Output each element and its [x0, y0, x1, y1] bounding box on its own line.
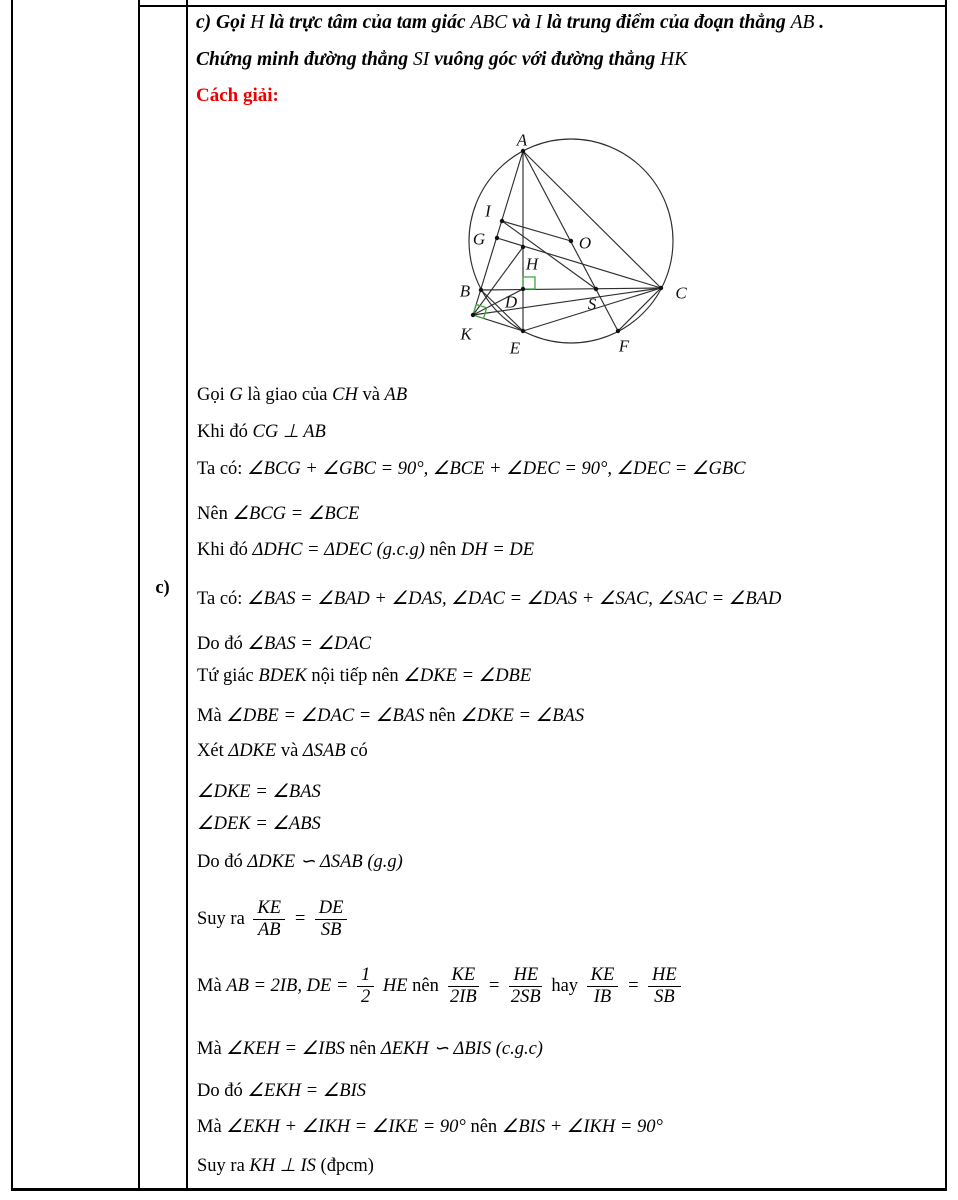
- fraction: $\frac{1}{2}$: [357, 965, 374, 1009]
- math-text: ∠KEH = ∠IBS: [226, 1039, 345, 1059]
- geometry-figure: [430, 118, 710, 368]
- math-text: ΔEKH ∽ ΔBIS (c.g.c): [380, 1039, 543, 1059]
- solution-line: [197, 503, 359, 525]
- math-text: AB: [790, 12, 815, 33]
- point-F: [616, 329, 620, 333]
- text: Mà: [197, 976, 227, 997]
- table-border-right: [945, 0, 947, 1191]
- text: là trung điểm của đoạn thẳng: [541, 12, 791, 33]
- text: Khi đó: [197, 540, 253, 560]
- solution-line: [197, 540, 534, 561]
- point-label-B: B: [459, 281, 471, 301]
- math-text: HE: [378, 976, 408, 997]
- solution-heading: Cách giải:: [196, 85, 279, 106]
- point-label-A: A: [516, 130, 528, 150]
- text: nên: [424, 706, 461, 726]
- table-border-left: [11, 0, 13, 1191]
- solution-line: [197, 458, 746, 480]
- point-label-K: K: [460, 324, 472, 344]
- text: Chứng minh đường thẳng: [196, 49, 414, 70]
- text: Suy ra: [197, 909, 250, 930]
- segment-BC: [481, 288, 661, 290]
- math-text: ∠DEK = ∠ABS: [197, 814, 321, 834]
- text: Mà: [197, 1117, 227, 1137]
- point-label-S: S: [587, 294, 597, 314]
- math-text: ΔDKE: [228, 741, 277, 761]
- text: Ta có:: [197, 589, 248, 609]
- math-text: CG ⊥ AB: [252, 422, 326, 442]
- solution-line: [197, 1038, 543, 1060]
- segment-IS: [502, 221, 596, 289]
- fraction: $\frac{HE}{2SB}$: [510, 965, 541, 1008]
- text: và: [276, 741, 303, 761]
- text: Gọi: [197, 385, 230, 405]
- math-text: G: [229, 385, 243, 405]
- text: nên: [465, 1117, 502, 1137]
- statement-line: [196, 12, 824, 34]
- math-text: ∠DKE = ∠BAS: [197, 782, 321, 802]
- point-label-E: E: [509, 338, 521, 358]
- math-text: CH: [332, 385, 358, 405]
- text: là giao của: [242, 385, 333, 405]
- solution-line: [197, 588, 781, 610]
- solution-line: [197, 1155, 374, 1177]
- point-K: [471, 313, 475, 317]
- solution-line: [197, 898, 351, 942]
- math-text: ∠BCG = ∠BCE: [232, 504, 360, 524]
- solution-line: [197, 705, 584, 727]
- math-text: BDEK: [258, 666, 307, 686]
- math-text: ΔSAB: [302, 741, 346, 761]
- table-border-top: [138, 5, 947, 7]
- text: Xét: [197, 741, 229, 761]
- math-text: ∠BAS = ∠BAD + ∠DAS, ∠DAC = ∠DAS + ∠SAC, ∠SAC = ∠BAD: [247, 589, 782, 609]
- text: Tứ giác: [197, 666, 259, 686]
- solution-line: [197, 385, 407, 406]
- point-H: [521, 245, 525, 249]
- point-C: [659, 286, 663, 290]
- text: Khi đó: [197, 422, 253, 442]
- point-label-D: D: [504, 292, 518, 312]
- fraction: $\frac{KE}{2IB}$: [448, 965, 480, 1009]
- point-label-I: I: [485, 201, 491, 221]
- math-text: SI: [413, 49, 430, 70]
- table-border-col3: [186, 0, 188, 1191]
- math-text: =: [622, 976, 645, 997]
- math-text: H: [250, 12, 265, 33]
- math-text: KH ⊥ IS: [249, 1156, 316, 1176]
- point-label-G: G: [472, 229, 486, 249]
- text: Mà: [197, 1039, 227, 1059]
- text: c) Gọi: [196, 12, 251, 33]
- segment-IO: [502, 221, 571, 241]
- point-D: [521, 287, 525, 291]
- solution-line: [197, 741, 368, 762]
- math-text: ∠EKH + ∠IKH = ∠IKE = 90°: [226, 1117, 466, 1137]
- solution-line: [197, 813, 321, 835]
- text: nội tiếp nên: [306, 666, 404, 686]
- text: Do đó: [197, 634, 248, 654]
- point-S: [594, 287, 598, 291]
- solution-line: [197, 851, 403, 873]
- table-border-bottom: [11, 1188, 947, 1191]
- math-text: AB: [384, 385, 408, 405]
- point-O: [569, 239, 573, 243]
- math-text: =: [483, 976, 505, 997]
- math-text: ABC: [470, 12, 508, 33]
- math-text: ΔDKE ∽ ΔSAB (g.g): [247, 852, 403, 872]
- text: Nên: [197, 504, 233, 524]
- math-text: ∠DKE = ∠BAS: [460, 706, 585, 726]
- math-text: ∠BCG + ∠GBC = 90°, ∠BCE + ∠DEC = 90°, ∠DEC = ∠GBC: [247, 459, 746, 479]
- point-label-O: O: [578, 233, 592, 253]
- point-I: [500, 219, 504, 223]
- solution-line: [197, 781, 321, 803]
- fraction: $\frac{KE}{IB}$: [587, 965, 619, 1009]
- point-label-F: F: [618, 336, 630, 356]
- math-text: I: [535, 12, 542, 33]
- text: nên: [424, 540, 461, 560]
- text: (đpcm): [315, 1156, 374, 1176]
- segment-KC: [473, 288, 661, 315]
- solution-line: [197, 665, 531, 687]
- solution-line: [197, 965, 685, 1009]
- math-text: ∠BIS + ∠IKH = 90°: [501, 1117, 663, 1137]
- math-text: ∠DBE = ∠DAC = ∠BAS: [226, 706, 425, 726]
- solution-line: [197, 421, 326, 443]
- point-G: [495, 236, 499, 240]
- text: là trực tâm của tam giác: [264, 12, 471, 33]
- point-label-H: H: [525, 254, 539, 274]
- part-label-c: c): [155, 578, 170, 598]
- math-text: =: [289, 909, 311, 930]
- fraction: $\frac{HE}{SB}$: [648, 965, 681, 1009]
- right-angle-mark: [523, 277, 535, 289]
- text: Ta có:: [197, 459, 248, 479]
- solution-line: [197, 1080, 366, 1102]
- math-text: ∠BAS = ∠DAC: [247, 634, 372, 654]
- fraction: $\frac{KE}{AB}$: [253, 898, 285, 942]
- math-text: AB = 2IB, DE =: [226, 976, 353, 997]
- text: vuông góc với đường thẳng: [429, 49, 661, 70]
- solution-line: [197, 1116, 663, 1138]
- text: và: [357, 385, 385, 405]
- text: Do đó: [197, 852, 248, 872]
- text: .: [814, 12, 825, 33]
- statement-line: [196, 49, 687, 71]
- solution-line: [197, 633, 371, 655]
- text: có: [345, 741, 368, 761]
- math-text: ∠EKH = ∠BIS: [247, 1081, 366, 1101]
- math-text: ∠DKE = ∠DBE: [403, 666, 532, 686]
- math-text: DH = DE: [460, 540, 535, 560]
- point-B: [479, 288, 483, 292]
- math-text: HK: [660, 49, 688, 70]
- text: nên: [344, 1039, 381, 1059]
- text: Suy ra: [197, 1156, 250, 1176]
- text: nên: [407, 976, 444, 997]
- text: và: [507, 12, 536, 33]
- text: hay: [546, 976, 583, 997]
- point-label-C: C: [675, 283, 687, 303]
- text: Do đó: [197, 1081, 248, 1101]
- text: Mà: [197, 706, 227, 726]
- math-text: ΔDHC = ΔDEC (g.c.g): [252, 540, 425, 560]
- point-E: [521, 329, 525, 333]
- fraction: $\frac{DE}{SB}$: [315, 898, 348, 942]
